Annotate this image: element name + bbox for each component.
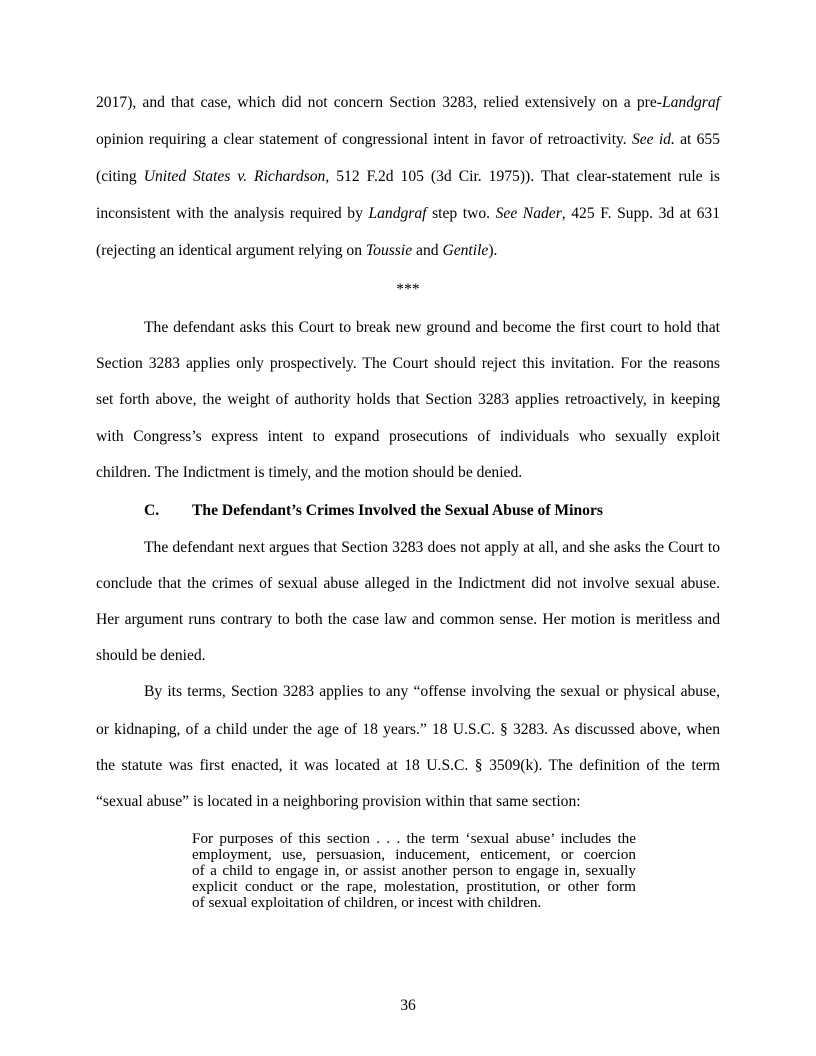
text-segment: set forth above, the weight of authority holds that Section 3283 applies retroactively, in keeping — [96, 391, 720, 408]
section-heading-number: C. — [144, 502, 160, 519]
text-segment: Her argument runs contrary to both the case law and common sense. Her motion is meritless and — [96, 611, 720, 628]
text-segment: inconsistent with the analysis required by — [96, 205, 369, 222]
text-line — [144, 319, 720, 337]
text-segment: step two. — [426, 205, 496, 222]
text-line — [144, 539, 720, 557]
text-segment: opinion requiring a clear statement of congressional intent in favor of retroactivity. — [96, 131, 632, 148]
text-segment: (citing — [96, 168, 144, 185]
text-segment: By its terms, Section 3283 applies to any “offense involving the sexual or physical abuse, — [144, 683, 720, 700]
text-line — [96, 611, 720, 629]
text-line — [96, 793, 720, 811]
italic-citation: Landgraf — [368, 205, 427, 222]
text-segment: , 425 F. Supp. 3d at 631 — [561, 205, 720, 222]
text-line — [96, 131, 720, 149]
section-heading-title: The Defendant’s Crimes Involved the Sexual Abuse of Minors — [192, 502, 603, 519]
text-line — [96, 575, 720, 593]
text-segment: employment, use, persuasion, inducement, enticement, or coercion — [192, 846, 636, 863]
text-segment: The defendant asks this Court to break new ground and become the first court to hold that — [144, 319, 720, 336]
italic-citation: Gentile — [442, 242, 489, 259]
text-segment: of a child to engage in, or assist another person to engage in, sexually — [192, 862, 636, 879]
text-line — [96, 391, 720, 409]
text-line — [96, 242, 720, 260]
text-segment: Section 3283 applies only prospectively. The Court should reject this invitation. For the reasons — [96, 355, 720, 372]
text-segment: of sexual exploitation of children, or incest with children. — [192, 894, 542, 911]
text-line — [96, 757, 720, 775]
text-segment: The defendant next argues that Section 3283 does not apply at all, and she asks the Court to — [144, 539, 720, 556]
italic-citation: Toussie — [365, 242, 413, 259]
text-segment: *** — [396, 281, 420, 298]
text-line — [96, 428, 720, 446]
text-line — [96, 721, 720, 739]
text-segment: ). — [488, 242, 498, 259]
italic-citation: United States v. Richardson — [143, 168, 326, 185]
text-segment: with Congress’s express intent to expand prosecutions of individuals who sexually exploit — [96, 428, 720, 445]
text-line — [96, 94, 720, 112]
text-line — [96, 464, 720, 482]
text-segment: and — [412, 242, 443, 259]
italic-citation: Landgraf — [661, 94, 720, 111]
text-line — [96, 168, 720, 186]
text-segment: explicit conduct or the rape, molestation, prostitution, or other form — [192, 878, 636, 895]
text-line — [96, 355, 720, 373]
text-segment: “sexual abuse” is located in a neighboring provision within that same section: — [96, 793, 581, 810]
text-segment: children. The Indictment is timely, and the motion should be denied. — [96, 464, 523, 481]
italic-citation: See id. — [631, 131, 675, 148]
text-line — [96, 647, 720, 665]
text-segment: conclude that the crimes of sexual abuse alleged in the Indictment did not involve sexual abuse. — [96, 575, 720, 592]
text-segment: or kidnaping, of a child under the age of 18 years.” 18 U.S.C. § 3283. As discussed above, when — [96, 721, 720, 738]
text-segment: the statute was first enacted, it was located at 18 U.S.C. § 3509(k). The definition of the term — [96, 757, 720, 774]
text-segment: , 512 F.2d 105 (3d Cir. 1975)). That clear-statement rule is — [325, 168, 720, 185]
text-line — [192, 894, 636, 912]
text-line — [96, 281, 720, 299]
page-number: 36 — [400, 997, 416, 1014]
italic-citation: See Nader — [495, 205, 562, 222]
text-segment: For purposes of this section . . . the term ‘sexual abuse’ includes the — [192, 830, 636, 847]
text-segment: (rejecting an identical argument relying on — [96, 242, 366, 259]
text-line — [144, 683, 720, 701]
text-segment: 2017), and that case, which did not concern Section 3283, relied extensively on a pre- — [96, 94, 662, 111]
text-segment: at 655 — [674, 131, 720, 148]
text-segment: should be denied. — [96, 647, 206, 664]
text-line — [96, 205, 720, 223]
